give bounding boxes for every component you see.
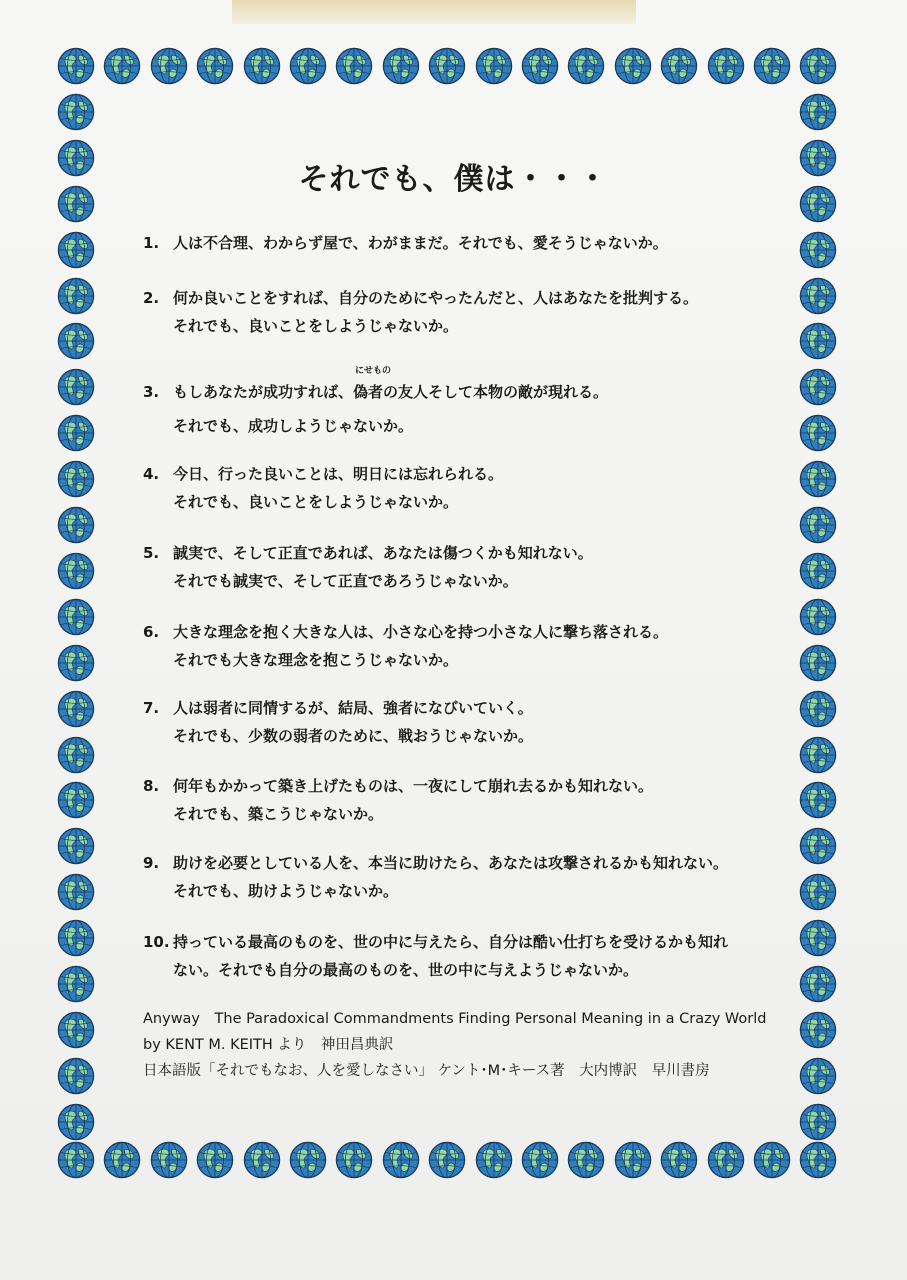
globe-icon <box>57 965 95 1003</box>
commandment-8 <box>143 772 783 828</box>
item-line: それでも、助けようじゃないか。 <box>173 882 399 900</box>
globe-icon <box>799 644 837 682</box>
item-line: 人は不合理、わからず屋で、わがままだ。それでも、愛そうじゃないか。 <box>173 234 668 252</box>
commandment-7 <box>143 694 783 750</box>
item-line: それでも、少数の弱者のために、戦おうじゃないか。 <box>173 727 534 745</box>
item-line: それでも、良いことをしようじゃないか。 <box>173 493 459 511</box>
item-line: 誠実で、そして正直であれば、あなたは傷つくかも知れない。 <box>173 544 593 562</box>
globe-icon <box>57 1057 95 1095</box>
item-line <box>173 366 783 406</box>
globe-icon <box>799 93 837 131</box>
item-line: それでも大きな理念を抱こうじゃないか。 <box>173 651 459 669</box>
globe-icon <box>799 690 837 728</box>
commandment-1 <box>143 229 783 257</box>
globe-icon <box>289 1141 327 1179</box>
globe-icon <box>57 552 95 590</box>
commandment-9 <box>143 849 783 905</box>
globe-icon <box>57 690 95 728</box>
item-line: それでも、築こうじゃないか。 <box>173 805 384 823</box>
globe-icon <box>753 47 791 85</box>
item-number: 7. <box>143 699 160 717</box>
globe-icon <box>382 1141 420 1179</box>
item-number: 3. <box>143 383 160 401</box>
globe-icon <box>243 47 281 85</box>
item-line: それでも、良いことをしようじゃないか。 <box>173 317 459 335</box>
commandment-5 <box>143 539 783 595</box>
line-pre: もしあなたが成功すれば、 <box>173 383 354 401</box>
globe-icon <box>521 47 559 85</box>
globe-icon <box>103 1141 141 1179</box>
globe-icon <box>567 1141 605 1179</box>
globe-icon <box>799 781 837 819</box>
globe-icon <box>799 277 837 315</box>
item-number: 6. <box>143 623 160 641</box>
globe-icon <box>428 47 466 85</box>
item-number: 10. <box>143 933 170 951</box>
globe-icon <box>799 598 837 636</box>
item-line: 持っている最高のものを、世の中に与えたら、自分は酷い仕打ちを受けるかも知れ <box>173 933 729 951</box>
globe-icon <box>57 1011 95 1049</box>
credits <box>143 1006 783 1084</box>
ruby-word <box>353 366 392 406</box>
globe-icon <box>57 1103 95 1141</box>
commandment-10 <box>143 928 783 984</box>
globe-icon <box>799 736 837 774</box>
item-number: 2. <box>143 289 160 307</box>
globe-icon <box>57 1141 95 1179</box>
globe-icon <box>57 781 95 819</box>
item-number: 8. <box>143 777 160 795</box>
page-title: それでも、僕は・・・ <box>298 162 609 197</box>
globe-icon <box>57 827 95 865</box>
globe-icon <box>243 1141 281 1179</box>
globe-icon <box>799 231 837 269</box>
item-line: ない。それでも自分の最高のものを、世の中に与えようじゃないか。 <box>173 961 639 979</box>
globe-icon <box>799 506 837 544</box>
globe-icon <box>57 322 95 360</box>
globe-icon <box>57 873 95 911</box>
globe-icon <box>57 368 95 406</box>
globe-icon <box>150 1141 188 1179</box>
globe-icon <box>799 1011 837 1049</box>
globe-icon <box>57 414 95 452</box>
globe-icon <box>57 93 95 131</box>
item-line: 何か良いことをすれば、自分のためにやったんだと、人はあなたを批判する。 <box>173 289 699 307</box>
globe-icon <box>196 1141 234 1179</box>
globe-icon <box>57 506 95 544</box>
credits-japanese-edition: 日本語版「それでもなお、人を愛しなさい」 ケント･M･キース著 大内博訳 早川書房 <box>143 1063 710 1079</box>
globe-icon <box>57 919 95 957</box>
item-line: 何年もかかって築き上げたものは、一夜にして崩れ去るかも知れない。 <box>173 777 654 795</box>
globe-icon <box>799 322 837 360</box>
item-number: 4. <box>143 465 160 483</box>
globe-icon <box>799 1103 837 1141</box>
commandment-2 <box>143 284 783 340</box>
globe-icon <box>150 47 188 85</box>
globe-icon <box>475 47 513 85</box>
globe-icon <box>799 552 837 590</box>
globe-icon <box>799 414 837 452</box>
credits-translator: by KENT M. KEITH より 神田昌典訳 <box>143 1037 394 1053</box>
globe-icon <box>475 1141 513 1179</box>
credits-source: Anyway The Paradoxical Commandments Finding Personal Meaning in a Crazy World <box>143 1011 767 1027</box>
globe-icon <box>196 47 234 85</box>
globe-icon <box>103 47 141 85</box>
item-line: 今日、行った良いことは、明日には忘れられる。 <box>173 465 504 483</box>
globe-icon <box>799 47 837 85</box>
globe-icon <box>57 598 95 636</box>
globe-icon <box>335 47 373 85</box>
line-post: の友人そして本物の敵が現れる。 <box>383 383 609 401</box>
ruby-base: 偽者 <box>353 383 384 401</box>
globe-icon <box>57 644 95 682</box>
globe-icon <box>799 460 837 498</box>
item-line: 人は弱者に同情するが、結局、強者になびいていく。 <box>173 699 533 717</box>
commandment-3 <box>143 366 783 440</box>
commandment-4 <box>143 460 783 516</box>
globe-icon <box>660 47 698 85</box>
globe-icon <box>753 1141 791 1179</box>
item-line: 大きな理念を抱く大きな人は、小さな心を持つ小さな人に撃ち落される。 <box>173 623 669 641</box>
globe-icon <box>660 1141 698 1179</box>
globe-icon <box>57 460 95 498</box>
globe-icon <box>289 47 327 85</box>
globe-icon <box>799 1057 837 1095</box>
globe-icon <box>428 1141 466 1179</box>
commandment-6 <box>143 618 783 674</box>
globe-icon <box>335 1141 373 1179</box>
globe-icon <box>567 47 605 85</box>
globe-icon <box>799 368 837 406</box>
globe-icon <box>799 873 837 911</box>
item-number: 5. <box>143 544 160 562</box>
globe-icon <box>614 47 652 85</box>
globe-icon <box>57 736 95 774</box>
globe-icon <box>614 1141 652 1179</box>
globe-icon <box>799 1141 837 1179</box>
ruby-reading: にせもの <box>355 366 392 376</box>
globe-icon <box>57 231 95 269</box>
globe-icon <box>707 1141 745 1179</box>
globe-icon <box>799 919 837 957</box>
tape-strip <box>232 0 636 24</box>
globe-icon <box>521 1141 559 1179</box>
item-line: 助けを必要としている人を、本当に助けたら、あなたは攻撃されるかも知れない。 <box>173 854 729 872</box>
item-number: 9. <box>143 854 160 872</box>
globe-icon <box>382 47 420 85</box>
item-number: 1. <box>143 234 160 252</box>
item-line: それでも誠実で、そして正直であろうじゃないか。 <box>173 572 518 590</box>
globe-icon <box>799 827 837 865</box>
globe-icon <box>799 965 837 1003</box>
globe-icon <box>57 277 95 315</box>
globe-icon <box>57 47 95 85</box>
item-line: それでも、成功しようじゃないか。 <box>173 417 414 435</box>
globe-icon <box>707 47 745 85</box>
